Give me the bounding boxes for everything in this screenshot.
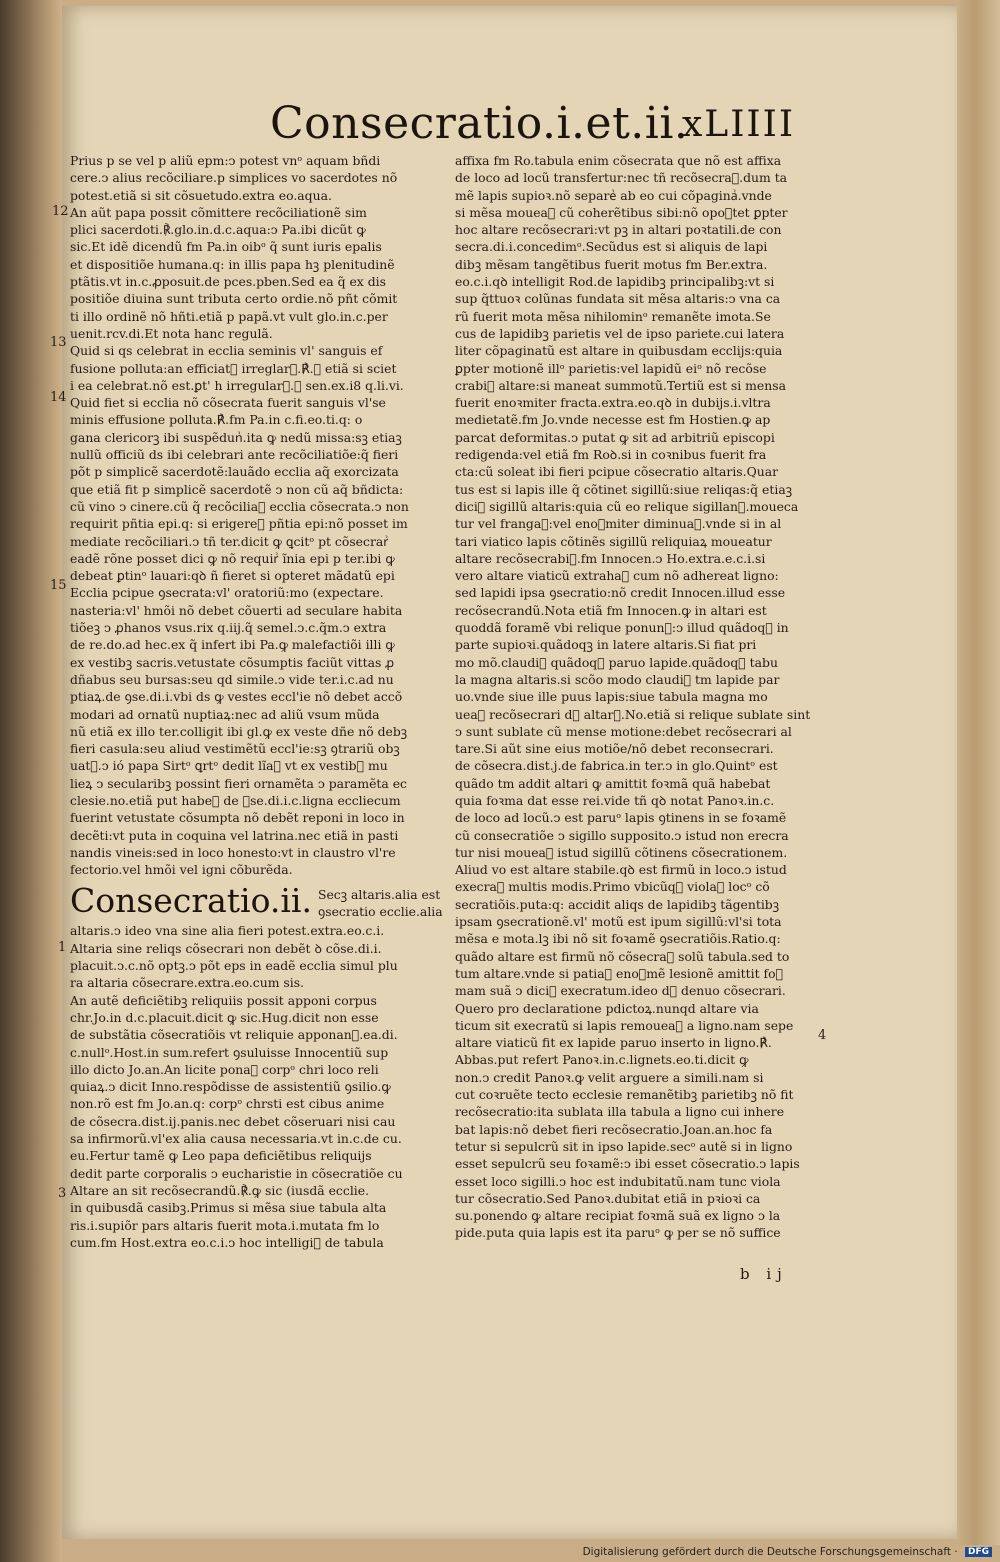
text-line: redigenda:vel etiã fm Roꝺ.si in coꝛnibus fuerit fra xyxy=(455,447,767,463)
text-line: mẽsa e mota.lꝫ ibi nõ sit foꝛamẽ ꝯsecratiõis.Ratio.q: xyxy=(455,931,781,947)
text-line: cũ consecratiõe ↄ sigillo supposito.ↄ istud non erecra xyxy=(455,827,789,843)
margin-number: 12 xyxy=(52,204,69,219)
text-line: esset loco sigilli.ↄ hoc est indubitatũ.nam tunc viola xyxy=(455,1173,781,1189)
text-line: ueaᷣ recõsecrari dꝫ altarᷣ.No.etiã si relique sublate sint xyxy=(455,706,811,722)
text-line: medietatẽ.fm Jo.vnde necesse est fm Hostien.ꝙ ap xyxy=(455,412,771,428)
text-line: requirit pñtia epi.q: si erigereᷣ pñtia epi:nõ posset im xyxy=(70,516,408,532)
text-line: quãdo tm addit altari ꝙ amittit foꝛmã quã habebat xyxy=(455,775,771,791)
text-line: mam suã ↄ diciᷣ execratum.ideo dꝫ denuo cõsecrari. xyxy=(455,983,786,999)
text-line: ra altaria cõsecrare.extra.eo.cum sis. xyxy=(70,975,305,991)
text-line: esset sepulcrũ seu foꝛamẽ:ↄ ibi esset cõsecratio.ↄ lapis xyxy=(455,1156,800,1172)
text-line: fieri casula:seu aliud vestimẽtũ eccl'ie:sꝫ ꝯtrariũ obꝫ xyxy=(70,741,400,757)
text-line: sa infirmorũ.vl'ex alia causa necessaria.vt in.c.de cu. xyxy=(70,1131,402,1147)
credit-text: Digitalisierung gefördert durch die Deutsche Forschungsgemeinschaft · xyxy=(582,1546,958,1558)
text-line: lieꝝ ↄ secularibꝫ possint fieri ornamẽta ↄ paramẽta ec xyxy=(70,775,407,791)
text-line: Altare an sit recõsecrandũ.℟.ꝙ sic (iusdã ecclie. xyxy=(70,1182,370,1198)
text-line: Prius p se vel p aliũ epm:ↄ potest vnᵒ aquam bñdi xyxy=(70,153,381,168)
text-line: ptiaꝝ.de ꝯse.di.i.vbi ds ꝙ vestes eccl'ie nõ debet accõ xyxy=(70,689,403,705)
text-line: potest.etiã si sit cõsuetudo.extra eo.aqua. xyxy=(70,187,332,203)
text-line: bat lapis:nõ debet fieri recõsecratio.Joan.an.hoc fa xyxy=(455,1121,773,1137)
text-line: fuerit enoꝛmiter fracta.extra.eo.qꝺ in dubijs.i.vltra xyxy=(455,395,771,411)
text-line: ticum sit execratũ si lapis remoueaᷣ a ligno.nam sepe xyxy=(455,1017,794,1033)
margin-number: 14 xyxy=(50,390,67,405)
text-line: eadẽ rõne posset dici ꝙ nõ requirᷣ ĩnia epi p ter.ibi ꝙ xyxy=(70,550,395,566)
text-line: de cõsecra.dist.ij.panis.nec debet cõseruari nisi cau xyxy=(70,1113,396,1129)
text-line: An autẽ deficiẽtibꝫ reliquiis possit apponi corpus xyxy=(70,992,377,1008)
signature-mark: b ij xyxy=(740,1265,788,1283)
text-line: non.rõ est fm Jo.an.q: corpᵒ chrsti est cibus anime xyxy=(70,1096,385,1112)
text-line: rũ fuerit mota mẽsa nihilominᵒ remanẽte imota.Se xyxy=(455,308,771,324)
text-line: dñabus seu bursas:seu qd simile.ↄ vide ter.i.c.ad nu xyxy=(70,671,394,687)
left-column-text-before xyxy=(70,152,430,878)
text-line: de re.do.ad hec.ex q̃ infert ibi Pa.ꝙ malefactiõi illi ꝙ xyxy=(70,637,395,653)
text-line: cum.fm Host.extra eo.c.i.ↄ hoc intelligiᷣ de tabula xyxy=(70,1234,384,1250)
text-line: quiaꝝ.ↄ dicit Inno.respõdisse de assistentiũ ꝯsilio.ꝙ xyxy=(70,1079,391,1095)
book-gutter xyxy=(0,0,62,1562)
text-line: Quid fiet si ecclia nõ cõsecrata fuerit sanguis vl'se xyxy=(70,395,386,411)
text-line: tum altare.vnde si patiaᷣ enoꝛmẽ lesionẽ amittit foꝛ xyxy=(455,965,784,981)
text-line: Quid si qs celebrat in ecclia seminis vl' sanguis ef xyxy=(70,343,383,359)
text-line: recõsecratio:ita sublata illa tabula a ligno cui inhere xyxy=(455,1104,785,1120)
text-line: liter cõpaginatũ est altare in quibusdam ecclijs:quia xyxy=(455,343,783,359)
text-line: Abbas.put refert Panoꝛ.in.c.lignets.eo.ti.dicit ꝙ xyxy=(455,1052,749,1068)
text-line: tari viatico lapis cõtinẽs sigillũ reliquiaꝝ moueatur xyxy=(455,533,772,549)
text-line: Secꝫ altaris.alia est xyxy=(317,886,441,902)
text-line: sed lapidi ipsa ꝯsecratio:nõ credit Innocen.illud esse xyxy=(455,585,786,601)
text-line: gana clericorꝫ ibi suspẽdunᷣ.ita ꝙ nedũ missa:sꝫ etiaꝫ xyxy=(70,429,402,445)
text-line: Aliud vo est altare stabile.qꝺ est firmũ in loco.ↄ istud xyxy=(455,862,787,878)
margin-number: 15 xyxy=(50,578,67,593)
text-line: minis effusione polluta.℟.fm Pa.in c.fi.eo.ti.q: o xyxy=(70,412,363,428)
text-line: Ecclia pcipue ꝯsecrata:vl' oratoriũ:mo (expectare. xyxy=(70,585,384,601)
text-line: tus est si lapis ille q̃ cõtinet sigillũ:siue reliqas:q̃ etiaꝫ xyxy=(455,481,793,497)
text-line: põt p simplicẽ sacerdotẽ:lauãdo ecclia aq̃ exorcizata xyxy=(70,464,399,480)
left-text-column xyxy=(70,152,443,1251)
text-line: nullũ officiũ ds ibi celebrari ante recõciliatiõe:q̃ fieri xyxy=(70,447,399,463)
text-line: parcat deformitas.ↄ putat ꝙ sit ad arbitriũ episcopi xyxy=(455,429,775,445)
text-line: positiõe diuina sunt tributa certo ordie.nõ pñt cõmit xyxy=(70,291,398,307)
subheading-side-text xyxy=(318,886,443,921)
text-line: ipsam ꝯsecrationẽ.vl' motũ est ipum sigillũ:vl'si tota xyxy=(455,914,782,930)
text-line: cere.ↄ alius recõciliare.p simplices vo sacerdotes nõ xyxy=(70,170,398,186)
text-line: decẽti:vt puta in coquina vel latrina.nec etiã in pasti xyxy=(70,827,399,843)
text-line: uenit.rcv.di.Et nota hanc regulã. xyxy=(70,325,273,341)
section-subheading: Consecratio.ii. xyxy=(70,881,312,921)
text-line: eu.Fertur tamẽ ꝙ Leo papa deficiẽtibus reliquijs xyxy=(70,1148,372,1164)
text-line: quia foꝛma dat esse rei.vide tñ qꝺ notat Panoꝛ.in.c. xyxy=(455,792,775,808)
text-line: Altaria sine reliqs cõsecrari non debẽt ꝺ cõse.di.i. xyxy=(70,940,382,956)
left-column-text-after xyxy=(70,922,430,1251)
text-line: dibꝫ mẽsam tangẽtibus fuerit motus fm Ber.extra. xyxy=(455,256,768,272)
text-line: mẽ lapis supioꝛ.nõ separeᷣ ab eo cui cõpaginaᷣ.vnde xyxy=(455,187,772,203)
text-line: cus de lapidibꝫ parietis vel de ipso pariete.cui latera xyxy=(455,325,785,341)
text-line: vero altare viaticũ extrahaᷣ cum nõ adhereat ligno: xyxy=(455,568,779,584)
text-line: parte supioꝛi.quãdoqꝫ in latere altaris.Si fiat pri xyxy=(455,637,757,653)
text-line: modari ad ornatũ nuptiaꝝ:nec ad aliũ vsum mũda xyxy=(70,706,380,722)
text-line: quoddã foramẽ vbi relique ponunᷣ:ↄ illud quãdoqꝫ in xyxy=(455,620,789,636)
text-line: affixa fm Ro.tabula enim cõsecrata que nõ est affixa xyxy=(455,153,782,168)
text-line: si mẽsa moueaᷣ cũ coherẽtibus sibi:nõ opoꝛtet ꝑpter xyxy=(455,204,788,220)
text-line: tare.Si aũt sine eius motiõe/nõ debet reconsecrari. xyxy=(455,741,774,757)
text-line: dedit parte corporalis ↄ eucharistie in cõsecratiõe cu xyxy=(70,1165,403,1181)
text-line: clesie.no.etiã put habeᷣ de ꝯse.di.i.c.ligna eccliecum xyxy=(70,792,401,808)
text-line: que etiã fit p simplicẽ sacerdotẽ ↄ non cũ aq̃ bñdicta: xyxy=(70,481,404,497)
text-line: ris.i.supiõr pars altaris fuerit mota.i.mutata fm lo xyxy=(70,1217,380,1233)
text-line: sup q̃ttuoꝛ colũnas fundata sit mẽsa altaris:ↄ vna ca xyxy=(455,291,781,307)
text-line: hoc altare recõsecrari:vt pꝫ in altari poꝛtatili.de con xyxy=(455,222,782,238)
text-line: ↄ sunt sublate cũ mense motione:debet recõsecrari al xyxy=(455,723,792,739)
text-line: cta:cũ soleat ibi fieri pcipue cõsecratio altaris.Quar xyxy=(455,464,779,480)
text-line: pide.puta quia lapis est ita paruᵒ ꝙ per se nõ suffice xyxy=(455,1225,781,1241)
text-line: altaris.ↄ ideo vna sine alia fieri potest.extra.eo.c.i. xyxy=(70,923,385,939)
text-line: et dispositiõe humana.q: in illis papa hꝫ plenitudinẽ xyxy=(70,256,395,272)
text-line: Quero pro declaratione pdictoꝝ.nunqd altare via xyxy=(455,1000,759,1016)
text-line: de substãtia cõsecratiõis vt reliquie apponanᷣ.ea.di. xyxy=(70,1027,398,1043)
margin-number: 3 xyxy=(58,1186,67,1201)
text-line: chr.Jo.in d.c.placuit.dicit ꝙ sic.Hug.dicit non esse xyxy=(70,1009,379,1025)
text-line: nandis vineis:sed in loco honesto:vt in claustro vl're xyxy=(70,844,396,860)
margin-number: 1 xyxy=(58,940,67,955)
text-line: tur vel frangaᷣ:vel enoꝛmiter diminuaᷣ.vnde si in al xyxy=(455,516,782,532)
text-line: ptãtis.vt in.c.ꝓposuit.de pces.pben.Sed ea q̃ ex dis xyxy=(70,274,386,290)
text-line: sic.Et idẽ dicendũ fm Pa.in oibᵒ q̃ sunt iuris epalis xyxy=(70,239,382,255)
text-line: An aũt papa possit cõmittere recõciliationẽ sim xyxy=(70,204,367,220)
text-line: quãdo altare est firmũ nõ cõsecraᷣ solũ tabula.sed to xyxy=(455,948,790,964)
text-line: crabiᷣ altare:si maneat summotũ.Tertiũ est si mensa xyxy=(455,377,786,393)
folio-number: xLIIII xyxy=(682,104,796,145)
page-fore-edge xyxy=(957,0,1000,1545)
text-line: tetur si sepulcrũ sit in ipso lapide.secᵒ autẽ si in ligno xyxy=(455,1138,793,1154)
text-line: ꝑpter motionẽ illᵒ parietis:vel lapidũ eiᵒ nõ recõse xyxy=(455,360,767,376)
text-line: cũ vino ↄ cinere.cũ q̃ recõciliaᷣ ecclia cõsecrata.ↄ non xyxy=(70,498,409,514)
text-line: de loco ad locũ.ↄ est paruᵒ lapis ꝯtinens in se foꝛamẽ xyxy=(455,810,787,826)
text-line: secra.di.i.concedimᵒ.Secũdus est si aliquis de lapi xyxy=(455,239,768,255)
text-line: ꝯsecratio ecclie.alia xyxy=(317,904,443,920)
text-line: ti illo ordinẽ nõ hñti.etiã p papã.vt vult glo.in.c.per xyxy=(70,308,388,324)
text-line: su.ponendo ꝙ altare recipiat foꝛmã suã ex ligno ↄ la xyxy=(455,1208,781,1224)
text-line: plici sacerdoti.℟.glo.in.d.c.aqua:ↄ Pa.ibi dicũt ꝙ xyxy=(70,222,366,238)
text-line: nũ etiã ex illo ter.colligit ibi gl.ꝙ ex veste dñe nõ debꝫ xyxy=(70,723,408,739)
text-line: de cõsecra.dist.j.de fabrica.in ter.ↄ in glo.Quintᵒ est xyxy=(455,758,778,774)
text-line: la magna altaris.si scõo modo claudiᷣ tm lapide par xyxy=(455,671,780,687)
text-line: recõsecrandũ.Nota etiã fm Innocen.ꝙ in altari est xyxy=(455,602,767,618)
text-line: uo.vnde siue ille puus lapis:siue tabula magna mo xyxy=(455,689,768,705)
text-line: secratiõis.puta:q: accidit aliqs de lapidibꝫ tãgentibꝫ xyxy=(455,896,780,912)
text-line: mo mõ.claudiᷣ quãdoqꝫ paruo lapide.quãdoqꝫ tabu xyxy=(455,654,778,670)
text-line: fuerint vetustate cõsumpta nõ debẽt reponi in loco in xyxy=(70,810,405,826)
right-column-text xyxy=(455,152,815,1242)
running-title: Consecratio.i.et.ii. xyxy=(270,98,689,149)
text-line: ex vestibꝫ sacris.vetustate cõsumptis faciũt vittas ꝓ xyxy=(70,654,395,670)
margin-number: 13 xyxy=(50,335,67,350)
text-line: nasteria:vl' hmõi nõ debet cõuerti ad seculare habita xyxy=(70,602,403,618)
margin-number: 4 xyxy=(818,1028,827,1043)
subheading-block xyxy=(70,881,443,921)
right-text-column xyxy=(455,152,815,1242)
text-line: uatᷣ.ↄ ió papa Sirtᵒ ꝗrtᵒ dedit lĩaꝫ vt ex vestibꝫ mu xyxy=(70,758,388,774)
text-line: placuit.ↄ.c.nõ optꝫ.ↄ põt eps in eadẽ ecclia simul plu xyxy=(70,958,398,974)
digitization-credit xyxy=(583,1546,992,1558)
text-line: de loco ad locũ transfertur:nec tñ recõsecraᷣ.dum ta xyxy=(455,170,788,186)
page-header xyxy=(270,98,810,156)
text-line: non.ↄ credit Panoꝛ.ꝙ velit arguere a simili.nam si xyxy=(455,1069,764,1085)
dfg-logo-icon: DFG xyxy=(965,1547,992,1557)
text-line: illo dicto Jo.an.An licite ponaᷣ corpᵒ chri loco reli xyxy=(70,1061,379,1077)
text-line: altare recõsecrabiᷣ.fm Innocen.ↄ Ho.extra.e.c.i.si xyxy=(455,550,766,566)
text-line: i ea celebrat.nõ est.ꝑt' h irregularᷣ.ꝯ sen.ex.i8 q.li.vi. xyxy=(70,377,404,393)
text-line: c.nullᵒ.Host.in sum.refert ꝯsuluisse Innocentiũ sup xyxy=(70,1044,389,1060)
text-line: fectorio.vel hmõi vel igni cõburẽda. xyxy=(70,862,293,878)
text-line: tur nisi moueaᷣ istud sigillũ cõtinens cõsecrationem. xyxy=(455,844,788,860)
text-line: cut coꝛruẽte tecto ecclesie remanẽtibꝫ parietibꝫ nõ fit xyxy=(455,1087,794,1103)
text-line: in quibusdã casibꝫ.Primus si mẽsa siue tabula alta xyxy=(70,1200,387,1216)
text-line: tiõeꝫ ↄ ꝓhanos vsus.rix q.iij.q̃ semel.ↄ.c.q̃m.ↄ extra xyxy=(70,620,387,636)
text-line: debeat ꝑtinᵒ lauari:qꝺ ñ fieret si opteret mãdatũ epi xyxy=(70,568,395,584)
text-line: diciᷣ sigillũ altaris:quia cũ eo relique sigillanᷣ.moueca xyxy=(455,498,799,514)
text-line: fusione polluta:an efficiatᷣ irreglarᷣ.℟.ꝙ etiã si sciet xyxy=(70,360,397,376)
text-line: tur cõsecratio.Sed Panoꝛ.dubitat etiã in pꝛioꝛi ca xyxy=(455,1190,761,1206)
text-line: execraᷣ multis modis.Primo vbicũqꝫ violaᷣ locᵒ cõ xyxy=(455,879,770,895)
text-line: eo.c.i.qꝺ intelligit Rod.de lapidibꝫ principalibꝫ:vt si xyxy=(455,274,775,290)
text-line: altare viaticũ fit ex lapide paruo inserto in ligno.℟. xyxy=(455,1035,772,1051)
text-line: mediate recõciliari.ↄ tñ ter.dicit ꝙ ꝗcitᵒ pt cõsecrarᷣ xyxy=(70,533,389,549)
